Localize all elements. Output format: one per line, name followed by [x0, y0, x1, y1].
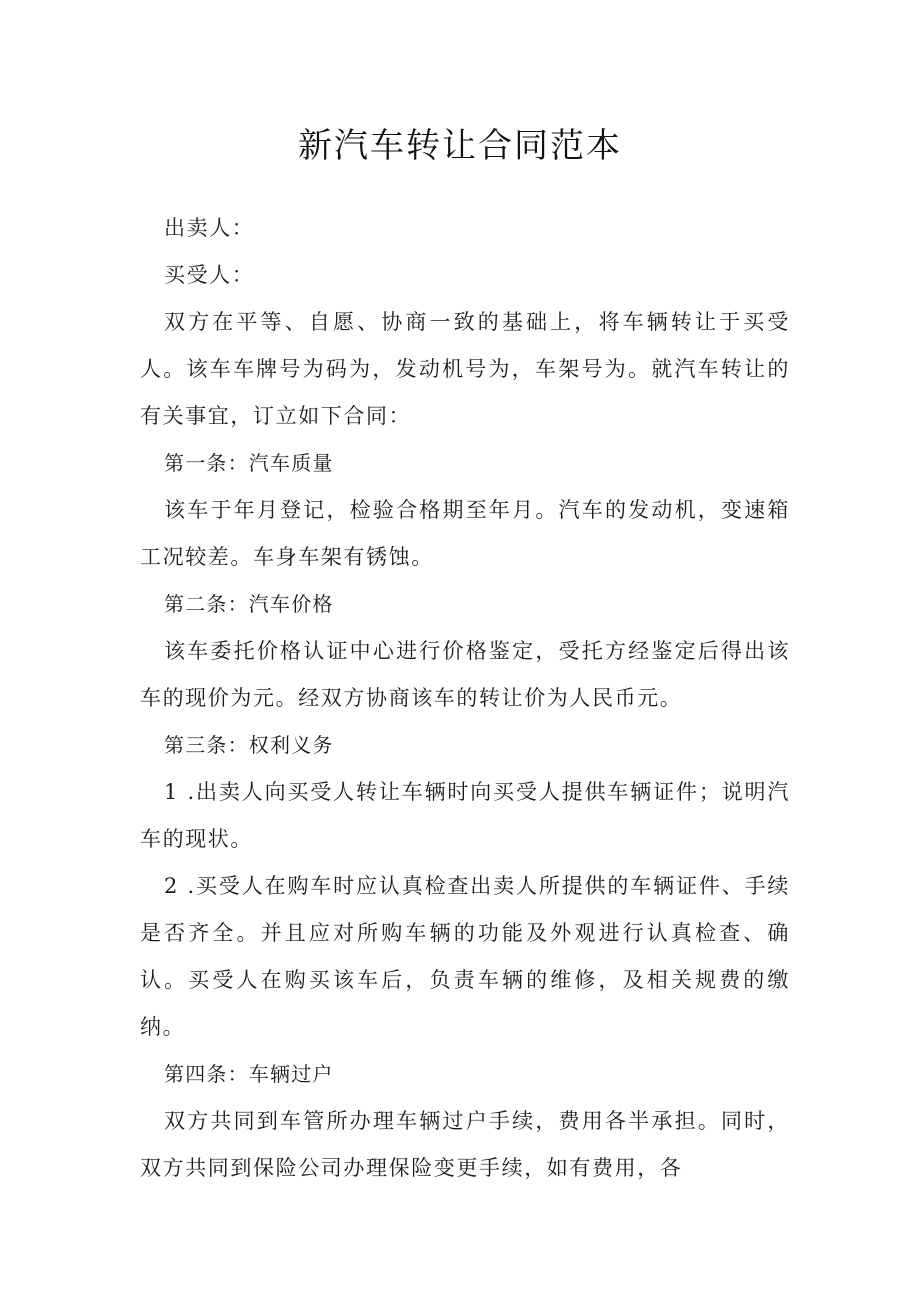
article-3-item-2: 2 .买受人在购车时应认真检查出卖人所提供的车辆证件、手续是否齐全。并且应对所购车辆的功能及外观进行认真检查、确认。买受人在购买该车后，负责车辆的维修，及相关规费的缴纳。	[140, 874, 790, 1039]
seller-line: 出卖人：	[164, 216, 255, 240]
article-4-body: 双方共同到车管所办理车辆过户手续，费用各半承担。同时，双方共同到保险公司办理保险变更手续，如有费用，各	[140, 1109, 790, 1180]
article-3-item-1: 1 .出卖人向买受人转让车辆时向买受人提供车辆证件；说明汽车的现状。	[140, 780, 790, 851]
buyer-line: 买受人：	[164, 263, 255, 287]
article-2-body: 该车委托价格认证中心进行价格鉴定，受托方经鉴定后得出该车的现价为元。经双方协商该车的转让价为人民币元。	[140, 639, 790, 710]
document-title: 新汽车转让合同范本	[298, 126, 622, 166]
article-4-heading: 第四条：车辆过户	[164, 1062, 334, 1086]
document-body	[140, 205, 790, 1192]
intro-paragraph: 双方在平等、自愿、协商一致的基础上，将车辆转让于买受人。该车车牌号为码为，发动机号为，车架号为。就汽车转让的有关事宜，订立如下合同：	[140, 310, 790, 428]
article-2-heading: 第二条：汽车价格	[164, 592, 334, 616]
article-1-body: 该车于年月登记，检验合格期至年月。汽车的发动机，变速箱工况较差。车身车架有锈蚀。	[140, 498, 790, 569]
article-3-heading: 第三条：权利义务	[164, 733, 334, 757]
article-1-heading: 第一条：汽车质量	[164, 451, 334, 475]
